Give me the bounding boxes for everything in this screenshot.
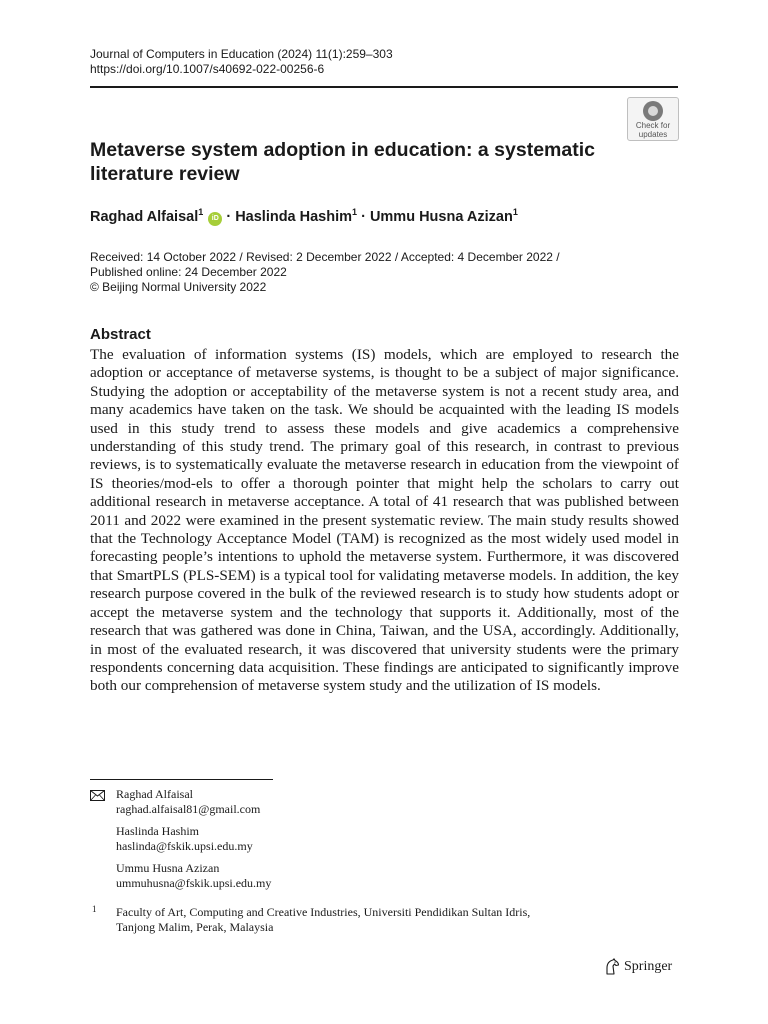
check-for-updates-badge[interactable]: [627, 97, 679, 141]
header-rule: [90, 86, 678, 88]
publisher-logo: [604, 958, 672, 975]
paper-title: Metaverse system adoption in education: a systematic literature review: [90, 139, 596, 185]
contact-entry: [116, 861, 271, 891]
author-list: [90, 207, 518, 226]
author-name[interactable]: Haslinda Hashim: [235, 208, 353, 225]
journal-citation: Journal of Computers in Education (2024) 11(1):259–303: [90, 47, 393, 61]
author-separator: ·: [357, 208, 370, 225]
dates-line: Received: 14 October 2022 / Revised: 2 December 2022 / Accepted: 4 December 2022 /: [90, 250, 560, 264]
affiliation-line: Faculty of Art, Computing and Creative Industries, Universiti Pendidikan Sultan Idris,: [116, 905, 531, 919]
publication-dates: [90, 250, 560, 295]
author-separator: ·: [222, 208, 236, 225]
contact-entry: [116, 787, 260, 817]
author-affiliation-mark: 1: [352, 207, 358, 217]
dates-line: Published online: 24 December 2022: [90, 265, 287, 279]
author-affiliation-mark: 1: [198, 207, 204, 217]
contact-entry: [116, 824, 253, 854]
affiliation-line: Tanjong Malim, Perak, Malaysia: [116, 920, 274, 934]
author-name[interactable]: Ummu Husna Azizan: [369, 208, 513, 225]
doi-link[interactable]: https://doi.org/10.1007/s40692-022-00256-6: [90, 62, 325, 76]
contact-email[interactable]: haslinda@fskik.upsi.edu.my: [116, 839, 253, 853]
check-for-updates-icon: [643, 101, 663, 121]
author-affiliation-mark: 1: [512, 207, 518, 217]
contact-name: Ummu Husna Azizan: [116, 861, 220, 875]
contact-email[interactable]: raghad.alfaisal81@gmail.com: [116, 802, 261, 816]
publisher-name: Springer: [624, 958, 673, 974]
affiliation: [116, 905, 530, 935]
journal-header: [90, 47, 393, 77]
abstract-heading: Abstract: [90, 326, 151, 343]
envelope-icon: [90, 790, 105, 801]
affiliation-number: 1: [92, 904, 97, 914]
author-name[interactable]: Raghad Alfaisal: [90, 208, 199, 225]
badge-label-line1: Check for: [635, 121, 671, 130]
contact-name: Raghad Alfaisal: [116, 787, 193, 801]
copyright-line: © Beijing Normal University 2022: [90, 280, 267, 294]
badge-label-line2: updates: [638, 130, 668, 139]
abstract-text: The evaluation of information systems (IS) models, which are employed to research the adoption or acceptance of metaverse systems, is thought to be a subject of major significance. Studying the adoption or acceptability of the metaverse system is not a recent study area, and many academics have taken on the task. We should be acquainted with the leading IS models used in this study trend to assess these models and give academics a comprehensive understanding of this study trend. The primary goal of this research, in contrast to previous reviews, is to systematically evaluate the metaverse research in education from the viewpoint of IS theories/mod-els to offer a thorough pointer that might help the scholars to carry out additional research in metaverse acceptance. A total of 41 research that was published between 2011 and 2022 were examined in the present systematic review. The main study results showed that the Technology Acceptance Model (TAM) is recognized as the most widely used model in forecasting people’s intentions to uphold the metaverse system. Furthermore, it was discovered that SmartPLS (PLS-SEM) is a typical tool for validating metaverse models. In addition, the key research purpose covered in the bulk of the reviewed research is to study how students adopt or accept the metaverse system and the technology that supports it. Additionally, most of the research that was gathered was done in China, Taiwan, and the USA, accordingly. Additionally, in most of the evaluated research, it was discovered that university students were the primary respondents concerning data acquisition. These findings are anticipated to significantly improve both our comprehension of metaverse system study and the utilization of IS models.: [90, 346, 679, 695]
contact-email[interactable]: ummuhusna@fskik.upsi.edu.my: [116, 876, 272, 890]
springer-horse-icon: [604, 958, 620, 975]
footnote-rule: [90, 779, 273, 780]
contact-name: Haslinda Hashim: [116, 824, 199, 838]
orcid-icon[interactable]: iD: [208, 212, 222, 226]
